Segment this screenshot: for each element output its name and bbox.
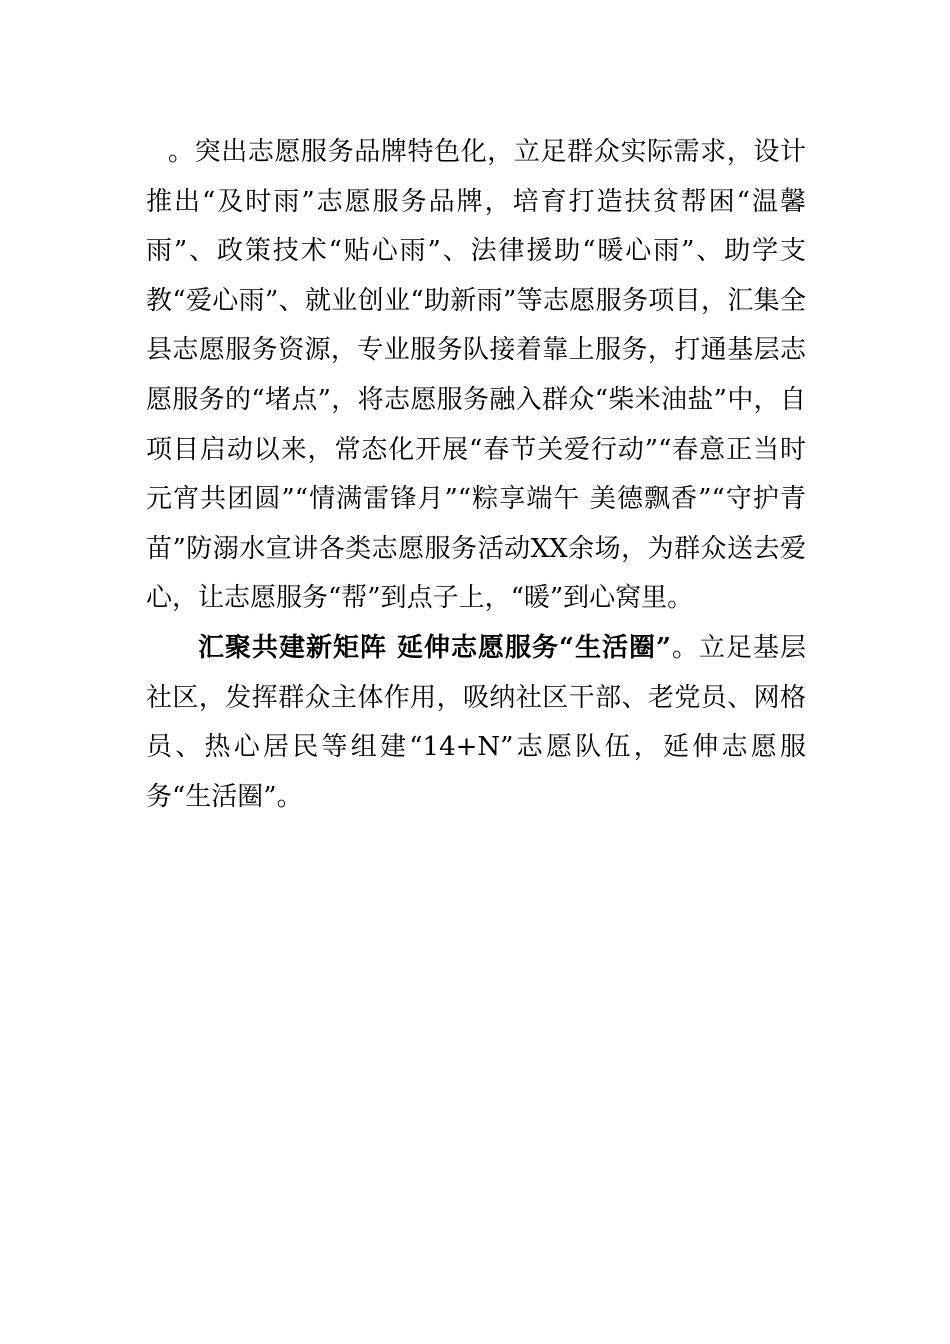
paragraph-text: 。突出志愿服务品牌特色化，立足群众实际需求，设计推出“及时雨”志愿服务品牌，培育打造扶贫帮困“温馨雨”、政策技术“贴心雨”、法律援助“暖心雨”、助学支教“爱心雨”、就业创业“助新雨”等志愿服务项目，汇集全县志愿服务资源，专业服务队接着靠上服务，打通基层志愿服务的“堵点”，将志愿服务融入群众“柴米油盐”中，自项目启动以来，常态化开展“春节关爱行动”“春意正当时 元宵共团圆”“情满雷锋月”“粽享端午 美德飘香”“守护青苗”防溺水宣讲各类志愿服务活动XX余场，为群众送去爱心，让志愿服务“帮”到点子上，“暖”到心窝里。 (146, 137, 806, 614)
paragraph-coconstruction (146, 624, 806, 822)
paragraph-text: 。立足基层社区，发挥群众主体作用，吸纳社区干部、老党员、网格员、热心居民等组建“14+N”志愿队伍，延伸志愿服务“生活圈”。 (146, 632, 806, 812)
paragraph-heading: 汇聚共建新矩阵 延伸志愿服务“生活圈” (198, 632, 671, 663)
paragraph-volunteer-brand (146, 128, 806, 624)
document-body (146, 128, 806, 822)
